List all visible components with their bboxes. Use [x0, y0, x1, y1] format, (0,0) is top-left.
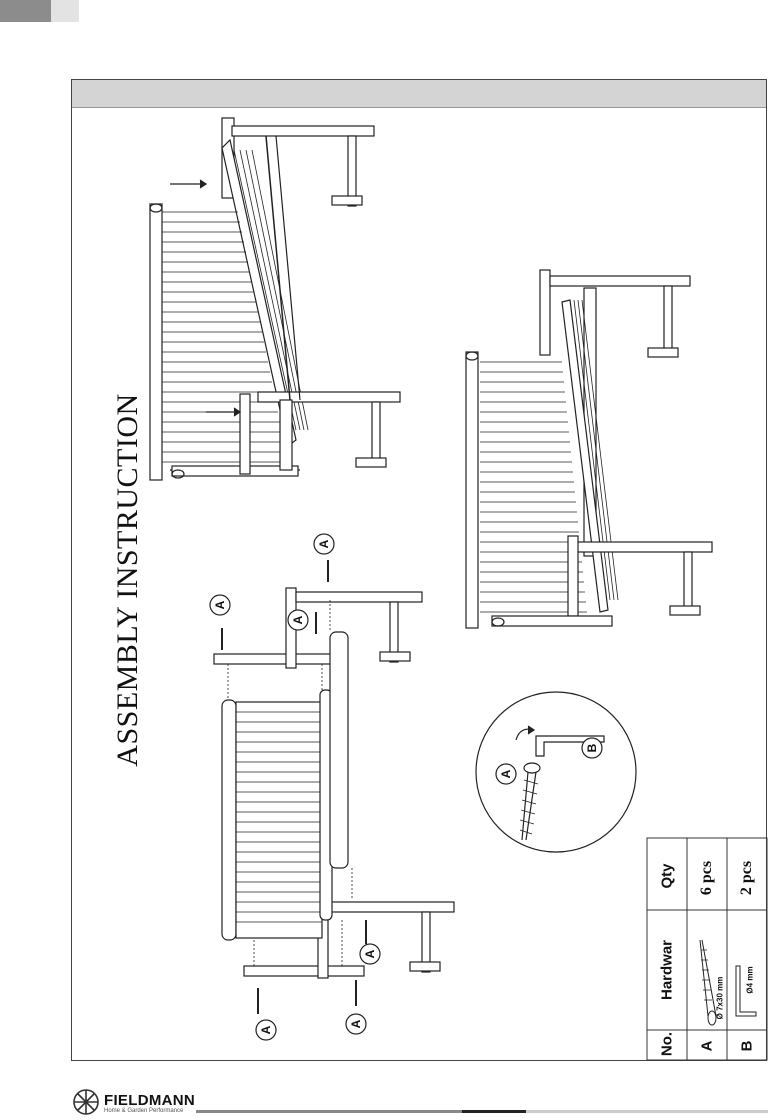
- fieldmann-logo-icon: [74, 1090, 98, 1114]
- page-title: ASSEMBLY INSTRUCTION: [111, 393, 144, 767]
- table-row-a-qty: 6 pcs: [698, 860, 715, 896]
- footer-bar-light: [526, 1110, 768, 1113]
- table-row-a-no: A: [698, 1040, 716, 1052]
- callout-a: A: [291, 615, 305, 625]
- footer-bar-dark: [462, 1110, 526, 1113]
- callout-a: A: [259, 1025, 273, 1035]
- table-row-b-qty: 2 pcs: [738, 860, 755, 896]
- arrow-icon: [170, 180, 240, 416]
- table-row-a-spec: Ø 7x30 mm: [715, 976, 725, 1020]
- bench-exploded-illustration: [214, 560, 454, 1014]
- callout-a: A: [349, 1019, 363, 1029]
- table-header-no: No.: [658, 1031, 676, 1057]
- callout-a: A: [363, 949, 377, 959]
- brand-name: FIELDMANN: [104, 1092, 196, 1109]
- bench-top-illustration: [150, 118, 400, 480]
- table-header-hardware: Hardwar: [658, 939, 676, 1001]
- callout-a: A: [213, 600, 227, 610]
- table-row-b-no: B: [738, 1040, 756, 1052]
- callout-b-detail: B: [585, 743, 599, 753]
- table-header-qty: Qty: [658, 863, 676, 889]
- table-row-b-spec: Ø4 mm: [745, 966, 755, 994]
- callout-a-detail: A: [499, 769, 513, 779]
- footer-bar-gray: [196, 1110, 462, 1113]
- bench-assembled-illustration: [466, 270, 712, 628]
- brand-tagline: Home & Garden Performance: [104, 1108, 184, 1114]
- callout-a: A: [317, 539, 331, 549]
- hardware-a-screw-icon: [700, 940, 716, 1025]
